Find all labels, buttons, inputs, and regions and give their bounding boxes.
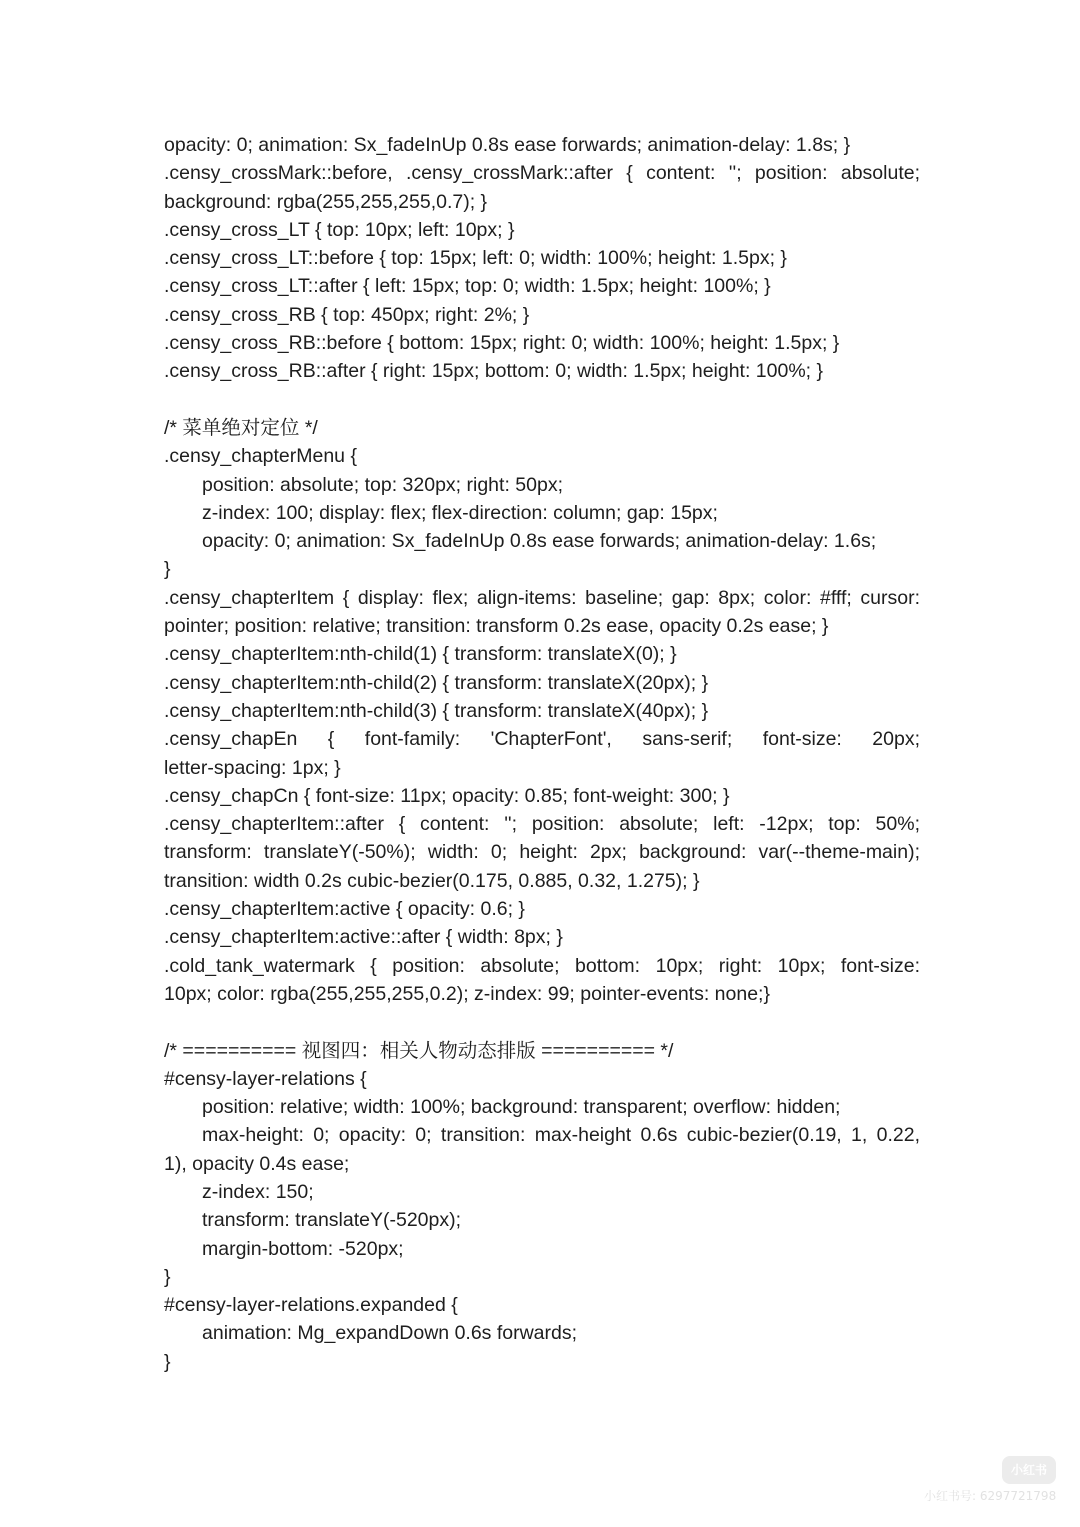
- code-line: }: [164, 1265, 171, 1288]
- code-line: 1), opacity 0.4s ease;: [164, 1152, 350, 1175]
- code-line: max-height: 0; opacity: 0; transition: max-height 0.6s cubic-bezier(0.19, 1, 0.22,: [202, 1124, 920, 1147]
- code-line: .censy_cross_LT { top: 10px; left: 10px; }: [164, 218, 515, 241]
- code-line: animation: Mg_expandDown 0.6s forwards;: [202, 1322, 578, 1345]
- code-line: .censy_chapEn { font-family: 'ChapterFont', sans-serif; font-size: 20px;: [164, 728, 920, 751]
- code-text-block: [164, 131, 920, 1376]
- code-comment: /* 菜单绝对定位 */: [164, 416, 318, 439]
- watermark-logo: 小红书: [1002, 1456, 1056, 1484]
- code-line: margin-bottom: -520px;: [202, 1237, 404, 1260]
- code-line: .cold_tank_watermark { position: absolute; bottom: 10px; right: 10px; font-size:: [164, 954, 920, 977]
- code-line: .censy_chapterItem { display: flex; align-items: baseline; gap: 8px; color: #fff; cursor:: [164, 586, 920, 609]
- code-line: opacity: 0; animation: Sx_fadeInUp 0.8s ease forwards; animation-delay: 1.6s;: [202, 530, 877, 553]
- code-line: transform: translateY(-50%); width: 0; height: 2px; background: var(--theme-main);: [164, 841, 920, 864]
- code-line: .censy_chapterItem::after { content: ''; position: absolute; left: -12px; top: 50%;: [164, 813, 920, 836]
- code-line: .censy_chapterItem:nth-child(1) { transform: translateX(0); }: [164, 643, 677, 666]
- code-line: .censy_chapterItem:nth-child(2) { transform: translateX(20px); }: [164, 671, 709, 694]
- code-line: 10px; color: rgba(255,255,255,0.2); z-index: 99; pointer-events: none;}: [164, 982, 770, 1005]
- watermark-id: 小红书号: 6297721798: [924, 1489, 1057, 1503]
- code-line: }: [164, 558, 171, 581]
- code-line: .censy_cross_RB::before { bottom: 15px; right: 0; width: 100%; height: 1.5px; }: [164, 332, 840, 355]
- code-line: opacity: 0; animation: Sx_fadeInUp 0.8s ease forwards; animation-delay: 1.8s; }: [164, 134, 851, 156]
- code-line: .censy_cross_LT::before { top: 15px; left: 0; width: 100%; height: 1.5px; }: [164, 247, 787, 270]
- code-comment: /* ========== 视图四：相关人物动态排版 ========== */: [164, 1039, 674, 1062]
- blank-line: [164, 1008, 920, 1036]
- code-line: transition: width 0.2s cubic-bezier(0.175, 0.885, 0.32, 1.275); }: [164, 869, 700, 892]
- code-line: transform: translateY(-520px);: [202, 1209, 462, 1232]
- code-line: #censy-layer-relations.expanded {: [164, 1294, 458, 1317]
- code-line: position: relative; width: 100%; background: transparent; overflow: hidden;: [202, 1096, 841, 1119]
- code-line: letter-spacing: 1px; }: [164, 756, 341, 779]
- code-line: .censy_chapCn { font-size: 11px; opacity: 0.85; font-weight: 300; }: [164, 784, 730, 807]
- code-line: .censy_cross_RB::after { right: 15px; bottom: 0; width: 1.5px; height: 100%; }: [164, 360, 824, 383]
- code-line: .censy_chapterItem:active::after { width: 8px; }: [164, 926, 563, 949]
- code-line: .censy_chapterItem:nth-child(3) { transform: translateX(40px); }: [164, 699, 709, 722]
- code-line: .censy_chapterItem:active { opacity: 0.6; }: [164, 898, 525, 921]
- code-line: position: absolute; top: 320px; right: 50px;: [202, 473, 563, 496]
- code-line: z-index: 100; display: flex; flex-direction: column; gap: 15px;: [202, 501, 718, 524]
- code-line: .censy_chapterMenu {: [164, 445, 357, 468]
- code-line: }: [164, 1350, 171, 1373]
- code-line: .censy_cross_RB { top: 450px; right: 2%; }: [164, 303, 530, 326]
- code-line: background: rgba(255,255,255,0.7); }: [164, 190, 488, 213]
- blank-line: [164, 386, 920, 414]
- code-line: .censy_cross_LT::after { left: 15px; top: 0; width: 1.5px; height: 100%; }: [164, 275, 771, 298]
- code-line: .censy_crossMark::before, .censy_crossMark::after { content: ''; position: absolute;: [164, 162, 920, 185]
- code-line: pointer; position: relative; transition: transform 0.2s ease, opacity 0.2s ease; }: [164, 615, 829, 638]
- code-line: z-index: 150;: [202, 1180, 314, 1203]
- code-line: #censy-layer-relations {: [164, 1067, 367, 1090]
